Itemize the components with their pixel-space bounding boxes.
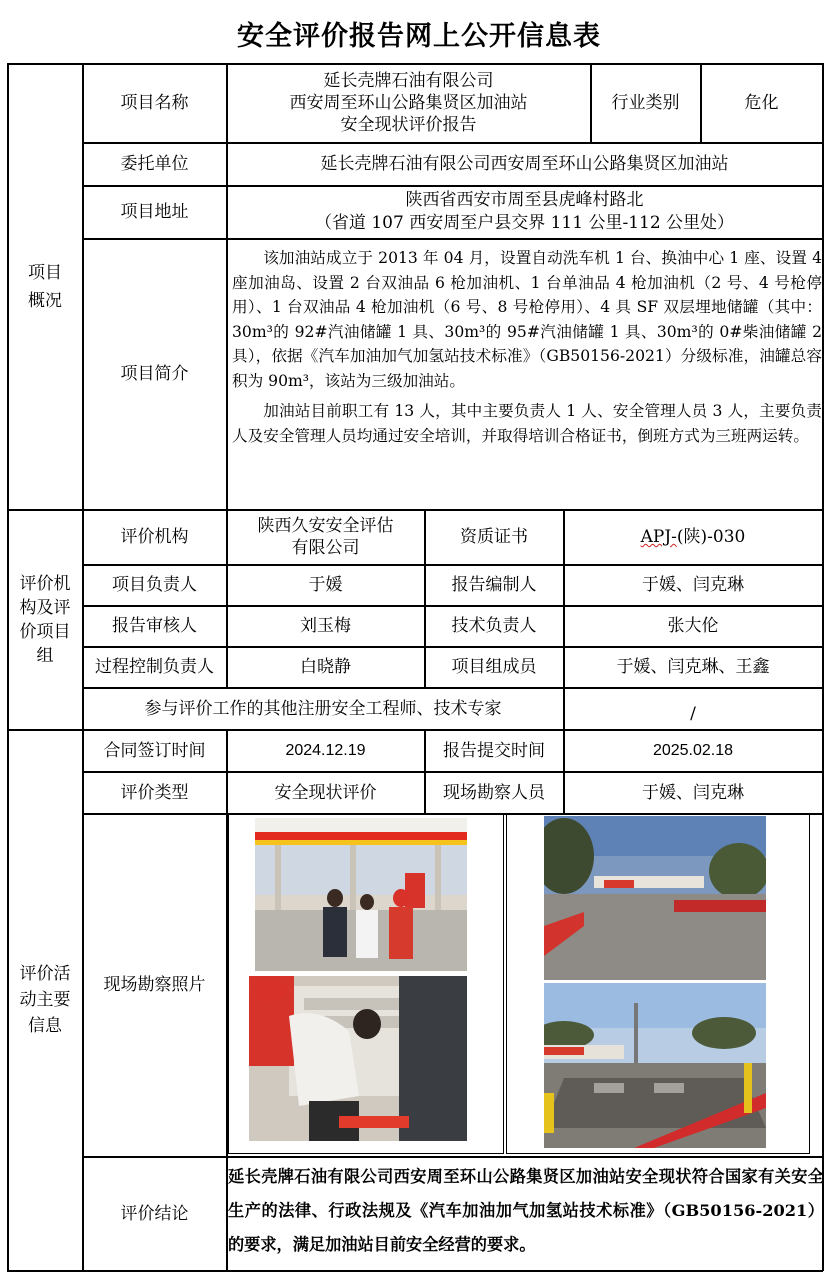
project-name-line: 西安周至环山公路集贤区加油站 [289, 93, 528, 113]
client-label: 委托单位 [120, 154, 189, 174]
project-name-value [227, 64, 590, 142]
experts-value: / [690, 703, 696, 724]
station-overview-photo [544, 983, 766, 1148]
address-line: 陕西省西安市周至县虎峰村路北 [405, 190, 644, 210]
cert-suffix: (陕)-030 [676, 527, 746, 547]
contract-label: 合同签订时间 [103, 740, 206, 761]
survey-photo [544, 983, 766, 1148]
submit-value: 2025.02.18 [652, 741, 734, 759]
activity-section-label: 评价活 动主要 信息 [19, 964, 71, 1036]
survey-value: 于媛、闫克琳 [642, 782, 744, 803]
leader-value: 于媛 [308, 575, 343, 595]
cert-label: 资质证书 [460, 527, 528, 547]
submit-label: 报告提交时间 [443, 740, 545, 761]
cert-value [564, 510, 822, 564]
process-value: 白晓静 [300, 657, 351, 677]
leader-label: 项目负责人 [112, 575, 197, 595]
reviewer-label: 报告审核人 [112, 616, 197, 636]
intro-paragraph: 加油站目前职工有 13 人，其中主要负责人 1 人、安全管理人员 3 人，主要负责人及安全管理人员均通过安全培训，并取得培训合格证书，倒班方式为三班两运转。 [232, 402, 822, 445]
overview-section-label: 项目 概况 [28, 262, 62, 311]
writer-label: 报告编制人 [451, 575, 537, 595]
agency-value [227, 510, 424, 564]
experts-label: 参与评价工作的其他注册安全工程师、技术专家 [144, 698, 502, 719]
page-title: 安全评价报告网上公开信息表 [237, 21, 601, 52]
photo-label: 现场勘察照片 [103, 975, 206, 995]
tech-value: 张大伦 [667, 616, 719, 636]
project-name-line: 延长壳牌石油有限公司 [323, 71, 494, 91]
conclusion-label: 评价结论 [120, 1203, 189, 1224]
survey-photo [544, 816, 766, 980]
intro-paragraph: 该加油站成立于 2013 年 04 月，设置自动洗车机 1 台、换油中心 1 座、设置 4 座加油岛、设置 2 台双油品 6 枪加油机、1 台单油品 4 枪加油机（2 号、4 号枪停用）、1 台双油品 4 枪加油机（6 号、8 号枪停用）、4 具 SF 双层埋地储罐（其中：30m³的 92#汽油储罐 1 具、30m³的 95#汽油储罐 1 具、30m³的 0#柴油储罐 2 具），依据《汽车加油加气加氢站技术标准》（GB50156-2021）分级标准，油罐总容积为 90m³，该站为三级加油站。 [232, 249, 822, 390]
contract-value: 2024.12.19 [285, 741, 366, 759]
intro-label: 项目简介 [120, 364, 189, 384]
reviewer-value: 刘玉梅 [300, 616, 351, 636]
address-line: （省道 107 西安周至户县交界 111 公里-112 公里处） [314, 213, 735, 233]
process-label: 过程控制负责人 [95, 657, 214, 677]
station-group-photo [255, 818, 467, 971]
org-section-label: 评价机 构及评 价项目 组 [19, 573, 71, 666]
project-name-label: 项目名称 [120, 93, 189, 113]
conclusion-text: 延长壳牌石油有限公司西安周至环山公路集贤区加油站安全现状符合国家有关安全生产的法律、行政法规及《汽车加油加气加氢站技术标准》（GB50156-2021）的要求，满足加油站目前安全经营的要求。 [228, 1167, 824, 1254]
industry-label: 行业类别 [611, 93, 680, 113]
industry-value: 危化 [744, 93, 779, 113]
members-label: 项目组成员 [451, 657, 537, 677]
agency-line: 陕西久安安全评估 [257, 516, 394, 536]
inspection-photo [249, 976, 467, 1141]
tech-label: 技术负责人 [451, 616, 537, 636]
survey-photo [255, 818, 467, 971]
project-intro [232, 246, 822, 454]
survey-photo [249, 976, 467, 1141]
address-value [227, 186, 822, 238]
type-label: 评价类型 [120, 782, 189, 803]
survey-label: 现场勘察人员 [443, 782, 545, 803]
address-label: 项目地址 [120, 202, 189, 222]
project-name-line: 安全现状评价报告 [340, 115, 477, 135]
agency-line: 有限公司 [291, 538, 360, 558]
writer-value: 于媛、闫克琳 [642, 575, 744, 595]
tank-area-photo [544, 816, 766, 980]
members-value: 于媛、闫克琳、王鑫 [616, 657, 770, 677]
client-value: 延长壳牌石油有限公司西安周至环山公路集贤区加油站 [320, 154, 729, 174]
agency-label: 评价机构 [120, 527, 189, 547]
type-value: 安全现状评价 [274, 782, 377, 803]
cert-prefix: APJ- [640, 527, 677, 547]
